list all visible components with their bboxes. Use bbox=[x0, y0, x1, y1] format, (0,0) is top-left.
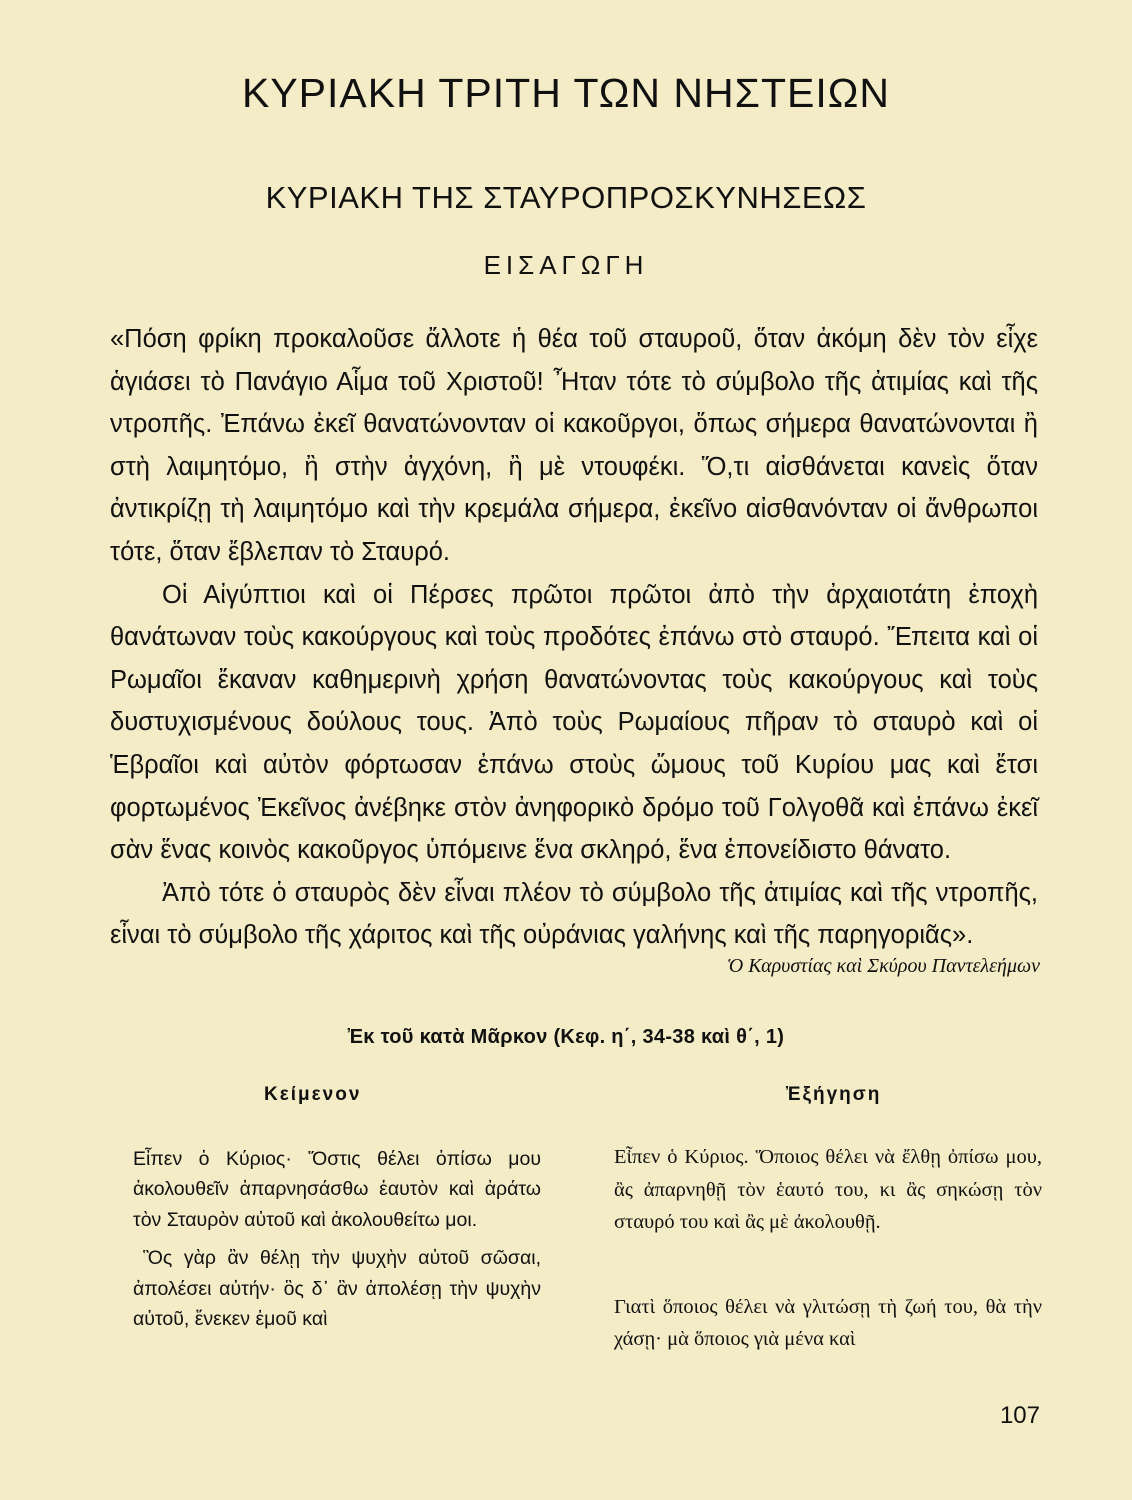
page-subtitle: ΚΥΡΙΑΚΗ ΤΗΣ ΣΤΑΥΡΟΠΡΟΣΚΥΝΗΣΕΩΣ bbox=[265, 180, 867, 215]
left-column-heading: Κείμενον bbox=[264, 1084, 362, 1105]
section-heading: ΕΙΣΑΓΩΓΗ bbox=[483, 250, 649, 280]
intro-paragraph-1: «Πόση φρίκη προκαλοῦσε ἄλλοτε ἡ θέα τοῦ σταυροῦ, ὅταν ἀκόμη δὲν τὸν εἶχε ἁγιάσει τὸ Πανάγιο Αἷμα τοῦ Χριστοῦ! Ἦταν τότε τὸ σύμβολο τῆς ἀτιμίας καὶ τῆς ντροπῆς. Ἐπάνω ἐκεῖ θανατώνονταν οἱ κακοῦργοι, ὅπως σήμερα θανατώνονται ἢ στὴ λαιμητόμο, ἢ στὴν ἀγχόνη, ἢ μὲ ντουφέκι. Ὅ,τι αἰσθάνεται κανεὶς ὅταν ἀντικρίζῃ τὴ λαιμητόμο καὶ τὴν κρεμάλα σήμερα, ἐκεῖνο αἰσθανόνταν οἱ ἄνθρωποι τότε, ὅταν ἔβλεπαν τὸ Σταυρό. bbox=[110, 325, 1038, 566]
original-paragraph-2: Ὃς γὰρ ἂν θέλῃ τὴν ψυχὴν αὐτοῦ σῶσαι, ἀπολέσει αὐτήν· ὃς δ᾿ ἂν ἀπολέσῃ τὴν ψυχὴν αὐτοῦ, ἕνεκεν ἐμοῦ καὶ bbox=[133, 1247, 541, 1331]
original-text-column bbox=[133, 1144, 541, 1334]
intro-signature: Ὁ Καρυστίας καὶ Σκύρου Παντελεήμων bbox=[726, 955, 1040, 977]
explanation-paragraph-2: Γιατὶ ὅποιος θέλει νὰ γλιτώσῃ τὴ ζωή του, θὰ τὴν χάσῃ· μὰ ὅποιος γιὰ μένα καὶ bbox=[614, 1295, 1042, 1350]
explanation-paragraph-1: Εἶπεν ὁ Κύριος. Ὅποιος θέλει νὰ ἔλθῃ ὀπίσω μου, ἂς ἀπαρνηθῇ τὸν ἑαυτό του, κι ἂς σηκώσῃ τὸν σταυρό του καὶ ἂς μὲ ἀκολουθῇ. bbox=[614, 1146, 1042, 1233]
intro-paragraph-2: Οἱ Αἰγύπτιοι καὶ οἱ Πέρσες πρῶτοι πρῶτοι ἀπὸ τὴν ἀρχαιοτάτη ἐποχὴ θανάτωναν τοὺς κακούργους καὶ τοὺς προδότες ἐπάνω στὸ σταυρό. Ἔπειτα καὶ οἱ Ρωμαῖοι ἔκαναν καθημερινὴ χρήση θανατώνοντας τοὺς κακούργους καὶ τοὺς δυστυχισμένους δούλους τους. Ἀπὸ τοὺς Ρωμαίους πῆραν τὸ σταυρὸ καὶ οἱ Ἑβραῖοι καὶ αὐτὸν φόρτωσαν ἐπάνω στοὺς ὤμους τοῦ Κυρίου μας καὶ ἔτσι φορτωμένος Ἐκεῖνος ἀνέβηκε στὸν ἀνηφορικὸ δρόμο τοῦ Γολγοθᾶ καὶ ἐπάνω ἐκεῖ σὰν ἕνας κοινὸς κακοῦργος ὑπόμεινε ἕνα σκληρό, ἕνα ἐπονείδιστο θάνατο. bbox=[110, 580, 1038, 865]
introduction-text bbox=[110, 318, 1038, 957]
intro-paragraph-3: Ἀπὸ τότε ὁ σταυρὸς δὲν εἶναι πλέον τὸ σύμβολο τῆς ἀτιμίας καὶ τῆς ντροπῆς, εἶναι τὸ σύμβολο τῆς χάριτος καὶ τῆς οὐράνιας γαλήνης καὶ τῆς παρηγοριᾶς». bbox=[110, 878, 1038, 950]
page-number: 107 bbox=[999, 1402, 1040, 1429]
original-paragraph-1: Εἶπεν ὁ Κύριος· Ὅστις θέλει ὀπίσω μου ἀκολουθεῖν ἀπαρνησάσθω ἑαυτὸν καὶ ἀράτω τὸν Σταυρὸν αὐτοῦ καὶ ἀκολουθείτω μοι. bbox=[133, 1148, 541, 1231]
explanation-column bbox=[614, 1141, 1042, 1356]
gospel-reference: Ἐκ τοῦ κατὰ Μᾶρκον (Κεφ. η΄, 34-38 καὶ θ΄, 1) bbox=[347, 1026, 785, 1048]
page-title: ΚΥΡΙΑΚΗ ΤΡΙΤΗ ΤΩΝ ΝΗΣΤΕΙΩΝ bbox=[241, 70, 891, 116]
right-column-heading: Ἐξήγηση bbox=[786, 1084, 882, 1105]
